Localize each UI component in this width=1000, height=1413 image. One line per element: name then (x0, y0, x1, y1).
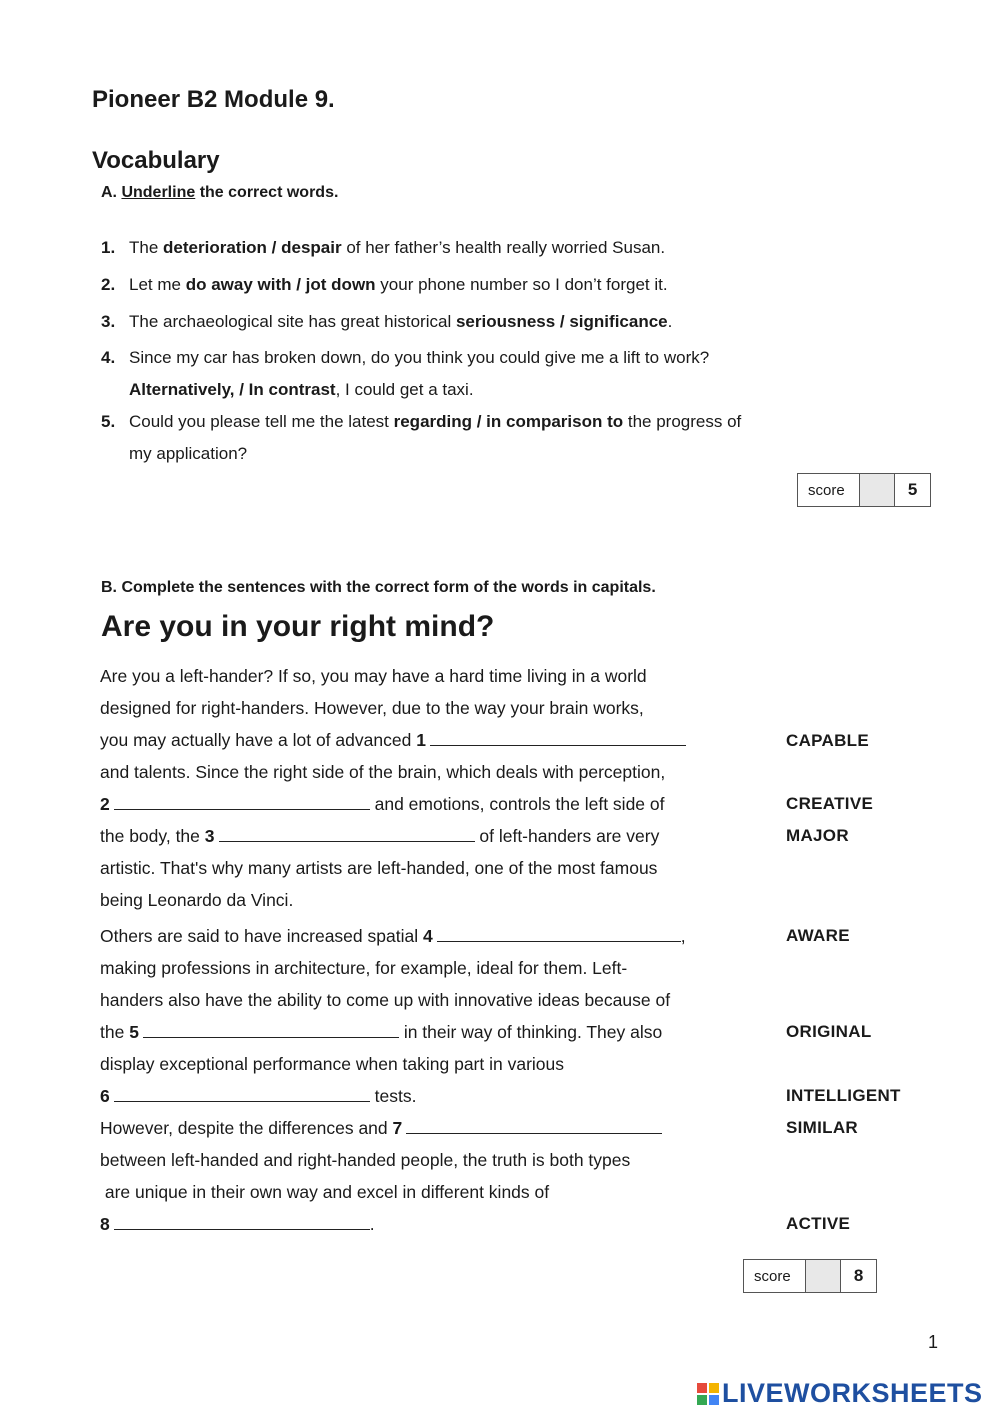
text-fragment: in their way of thinking. They also (403, 1022, 663, 1042)
text-fragment: Others are said to have increased spatial (100, 926, 419, 946)
gap-number: 7 (392, 1118, 403, 1138)
question-2 (101, 276, 668, 293)
capital-word: MAJOR (786, 826, 849, 845)
text-line (100, 794, 665, 815)
punctuation: . (369, 1214, 375, 1234)
question-3 (101, 313, 672, 330)
text-line: artistic. That's why many artists are left-handed, one of the most famous (100, 858, 658, 878)
text-line: making professions in architecture, for example, ideal for them. Left- (100, 958, 628, 978)
text-line (100, 730, 686, 751)
question-number: 5. (101, 412, 116, 431)
question-text: your phone number so I don’t forget it. (380, 275, 668, 294)
punctuation: , (680, 926, 686, 946)
text-line (100, 926, 686, 947)
score-box-b (743, 1259, 877, 1293)
page-number: 1 (928, 1332, 939, 1352)
text-line: Are you a left-hander? If so, you may have a hard time living in a world (100, 666, 647, 686)
score-input[interactable] (860, 474, 896, 506)
brand-name: LIVEWORKSHEETS (722, 1378, 983, 1408)
part-a-instruction-rest: the correct words. (199, 184, 339, 201)
logo-squares-icon (697, 1383, 719, 1405)
gap-number: 4 (422, 926, 433, 946)
question-text: , I could get a taxi. (335, 380, 474, 399)
score-input[interactable] (806, 1260, 842, 1292)
gap-number: 5 (129, 1022, 139, 1042)
gap-8-input[interactable] (114, 1215, 370, 1230)
gap-7-input[interactable] (406, 1119, 662, 1134)
gap-3-input[interactable] (219, 827, 475, 842)
question-text: the progress of (627, 412, 742, 431)
question-1 (101, 239, 665, 256)
article-title: Are you in your right mind? (101, 610, 495, 643)
text-line (100, 1086, 416, 1107)
question-number: 2. (101, 275, 116, 294)
question-5 (101, 413, 741, 430)
page-title: Pioneer B2 Module 9. (92, 86, 335, 113)
capital-word: ACTIVE (786, 1214, 851, 1233)
gap-4-input[interactable] (437, 927, 681, 942)
text-line: designed for right-handers. However, due to the way your brain works, (100, 698, 644, 718)
question-number: 4. (101, 348, 116, 367)
gap-5-input[interactable] (143, 1023, 399, 1038)
question-text: Could you please tell me the latest (129, 412, 389, 431)
text-fragment: of left-handers are very (479, 826, 660, 846)
gap-number: 8 (100, 1214, 110, 1234)
question-text: Since my car has broken down, do you think you could give me a lift to work? (129, 348, 710, 367)
answer-options[interactable]: seriousness / significance (455, 312, 668, 331)
answer-options[interactable]: do away with / jot down (185, 275, 376, 294)
score-max: 5 (907, 480, 918, 499)
capital-word: INTELLIGENT (786, 1086, 901, 1105)
capital-word: CREATIVE (786, 794, 874, 813)
capital-word: AWARE (786, 926, 850, 945)
score-box-a (797, 473, 931, 507)
question-number: 3. (101, 312, 116, 331)
text-line: and talents. Since the right side of the brain, which deals with perception, (100, 762, 666, 782)
text-line: are unique in their own way and excel in different kinds of (100, 1182, 550, 1202)
capital-word: SIMILAR (786, 1118, 858, 1137)
text-fragment: and emotions, controls the left side of (374, 794, 665, 814)
text-fragment: tests. (374, 1086, 417, 1106)
text-line (100, 1118, 662, 1139)
answer-options[interactable]: Alternatively, / In contrast (129, 380, 336, 399)
text-line: being Leonardo da Vinci. (100, 890, 294, 910)
answer-options[interactable]: regarding / in comparison to (393, 412, 624, 431)
answer-options[interactable]: deterioration / despair (163, 238, 342, 257)
text-line: handers also have the ability to come up with innovative ideas because of (100, 990, 671, 1010)
underline-word: Underline (121, 184, 196, 201)
text-line (100, 826, 659, 847)
text-fragment: However, despite the differences and (100, 1118, 388, 1138)
text-line (100, 1022, 662, 1043)
question-4-cont (129, 381, 474, 398)
text-fragment: the body, the (100, 826, 200, 846)
gap-1-input[interactable] (430, 731, 686, 746)
score-max: 8 (853, 1266, 864, 1285)
question-text: of her father’s health really worried Susan. (346, 238, 666, 257)
question-number: 1. (101, 238, 116, 257)
gap-number: 6 (100, 1086, 110, 1106)
text-fragment: you may actually have a lot of advanced (100, 730, 412, 750)
text-line: display exceptional performance when taking part in various (100, 1054, 565, 1074)
liveworksheets-logo[interactable] (697, 1378, 983, 1409)
gap-2-input[interactable] (114, 795, 370, 810)
question-text: The archaeological site has great historical (129, 312, 452, 331)
score-label: score (744, 1260, 806, 1292)
capital-word: CAPABLE (786, 731, 870, 750)
gap-number: 1 (416, 730, 426, 750)
text-line: between left-handed and right-handed people, the truth is both types (100, 1150, 631, 1170)
question-5-cont: my application? (129, 444, 248, 463)
part-a-label: A. (101, 184, 117, 201)
part-a-instruction (101, 184, 338, 202)
question-text: The (129, 238, 159, 257)
text-fragment: the (100, 1022, 125, 1042)
question-text: Let me (129, 275, 181, 294)
capital-word: ORIGINAL (786, 1022, 872, 1041)
question-4 (101, 349, 709, 366)
score-label: score (798, 474, 860, 506)
section-heading: Vocabulary (92, 147, 220, 174)
gap-6-input[interactable] (114, 1087, 370, 1102)
gap-number: 2 (100, 794, 110, 814)
part-b-instruction: B. Complete the sentences with the correct form of the words in capitals. (101, 579, 656, 596)
gap-number: 3 (204, 826, 215, 846)
question-text: . (667, 312, 673, 331)
text-line (100, 1214, 375, 1235)
